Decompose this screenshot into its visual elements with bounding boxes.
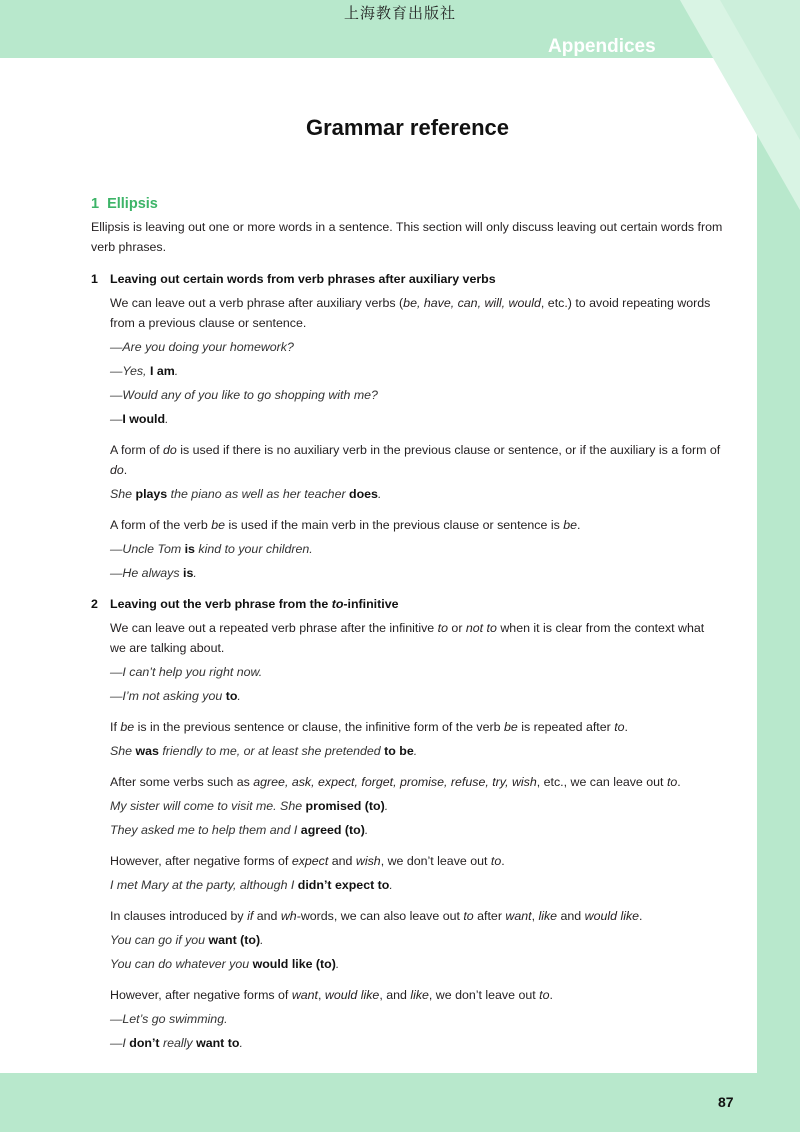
example-sentence: —Are you doing your homework? — [110, 340, 294, 354]
subsection-title: Leaving out certain words from verb phrases after auxiliary verbs — [110, 272, 496, 286]
example-sentence: —He always is. — [110, 566, 197, 580]
paragraph: A form of do is used if there is no auxiliary verb in the previous clause or sentence, or if the auxiliary is a form of do. — [110, 443, 721, 477]
paragraph: In clauses introduced by if and wh-words, we can also leave out to after want, like and would like. — [110, 909, 643, 923]
example-sentence: She plays the piano as well as her teacher does. — [110, 487, 382, 501]
paragraph: However, after negative forms of want, would like, and like, we don’t leave out to. — [110, 988, 553, 1002]
subsection-2-body — [91, 618, 723, 1053]
subsection-title: Leaving out the verb phrase from the to-infinitive — [110, 597, 399, 611]
page-number: 87 — [718, 1094, 734, 1110]
example-sentence: —Would any of you like to go shopping with me? — [110, 388, 378, 402]
paragraph: A form of the verb be is used if the main verb in the previous clause or sentence is be. — [110, 518, 581, 532]
section-number: 1 — [91, 196, 100, 212]
publisher-header: 上海教育出版社 — [343, 4, 456, 22]
subsection-number: 1 — [91, 272, 98, 286]
section-title: Ellipsis — [107, 196, 158, 212]
paragraph: We can leave out a verb phrase after auxiliary verbs (be, have, can, will, would, etc.) to avoid repeating words from a previous clause or sentence. — [110, 296, 711, 330]
example-sentence: —I would. — [110, 412, 169, 426]
subsection-number: 2 — [91, 597, 98, 611]
section-heading — [91, 194, 723, 214]
example-sentence: I met Mary at the party, although I didn’t expect to. — [110, 878, 393, 892]
example-sentence: —Uncle Tom is kind to your children. — [110, 542, 313, 556]
paragraph: If be is in the previous sentence or clause, the infinitive form of the verb be is repeated after to. — [110, 720, 628, 734]
paragraph: We can leave out a repeated verb phrase after the infinitive to or not to when it is clear from the context what we are talking about. — [110, 621, 705, 655]
example-sentence: —Let’s go swimming. — [110, 1012, 228, 1026]
example-sentence: She was friendly to me, or at least she pretended to be. — [110, 744, 418, 758]
example-sentence: —Yes, I am. — [110, 364, 179, 378]
example-sentence: —I don’t really want to. — [110, 1036, 243, 1050]
example-sentence: —I can’t help you right now. — [110, 665, 263, 679]
subsection-1-body — [91, 293, 723, 583]
example-sentence: —I’m not asking you to. — [110, 689, 241, 703]
content-area — [91, 194, 723, 1053]
example-sentence: They asked me to help them and I agreed (to). — [110, 823, 369, 837]
subsection-1-heading — [91, 269, 723, 289]
section-intro: Ellipsis is leaving out one or more words in a sentence. This section will only discuss leaving out certain words from verb phrases. — [91, 220, 723, 254]
page-corner-fold — [680, 0, 800, 210]
page-title: Grammar reference — [305, 115, 509, 140]
section-tab-appendices[interactable]: Appendices — [548, 36, 656, 57]
subsection-2-heading — [91, 594, 723, 614]
example-sentence: You can do whatever you would like (to). — [110, 957, 340, 971]
example-sentence: You can go if you want (to). — [110, 933, 264, 947]
paragraph: However, after negative forms of expect and wish, we don’t leave out to. — [110, 854, 505, 868]
example-sentence: My sister will come to visit me. She promised (to). — [110, 799, 389, 813]
paragraph: After some verbs such as agree, ask, expect, forget, promise, refuse, try, wish, etc., we can leave out to. — [110, 775, 681, 789]
